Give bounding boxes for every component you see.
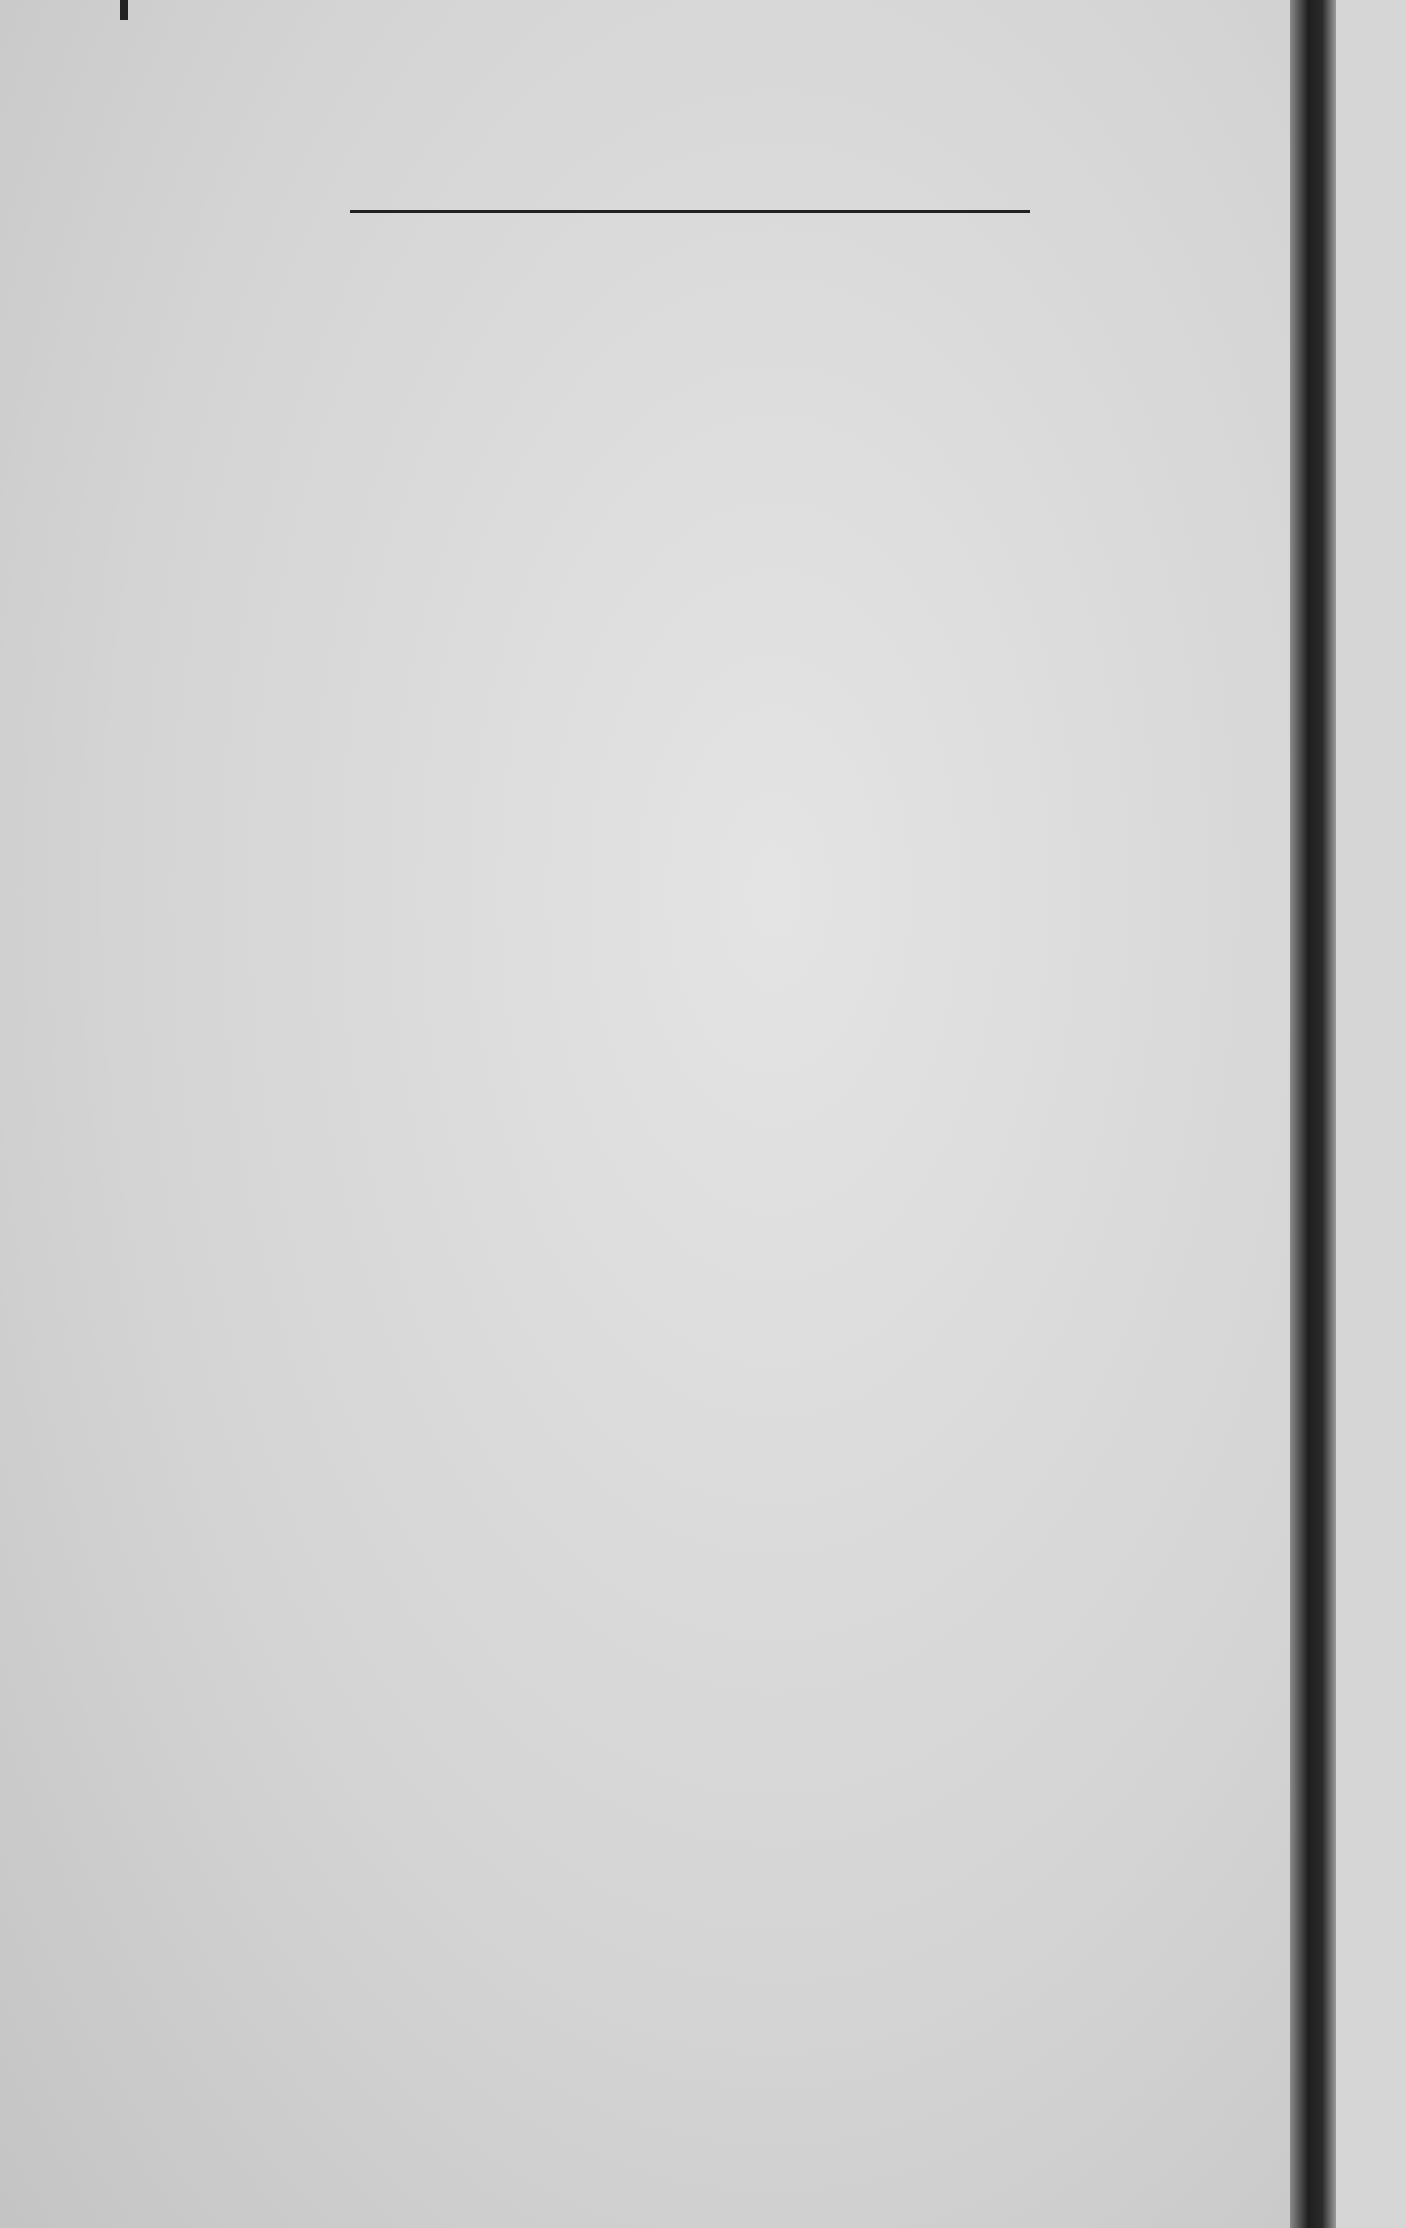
book-gutter <box>1290 0 1336 2228</box>
facing-page-edge <box>1336 0 1406 2228</box>
header-rule <box>350 210 1030 213</box>
ink-mark <box>120 0 128 20</box>
